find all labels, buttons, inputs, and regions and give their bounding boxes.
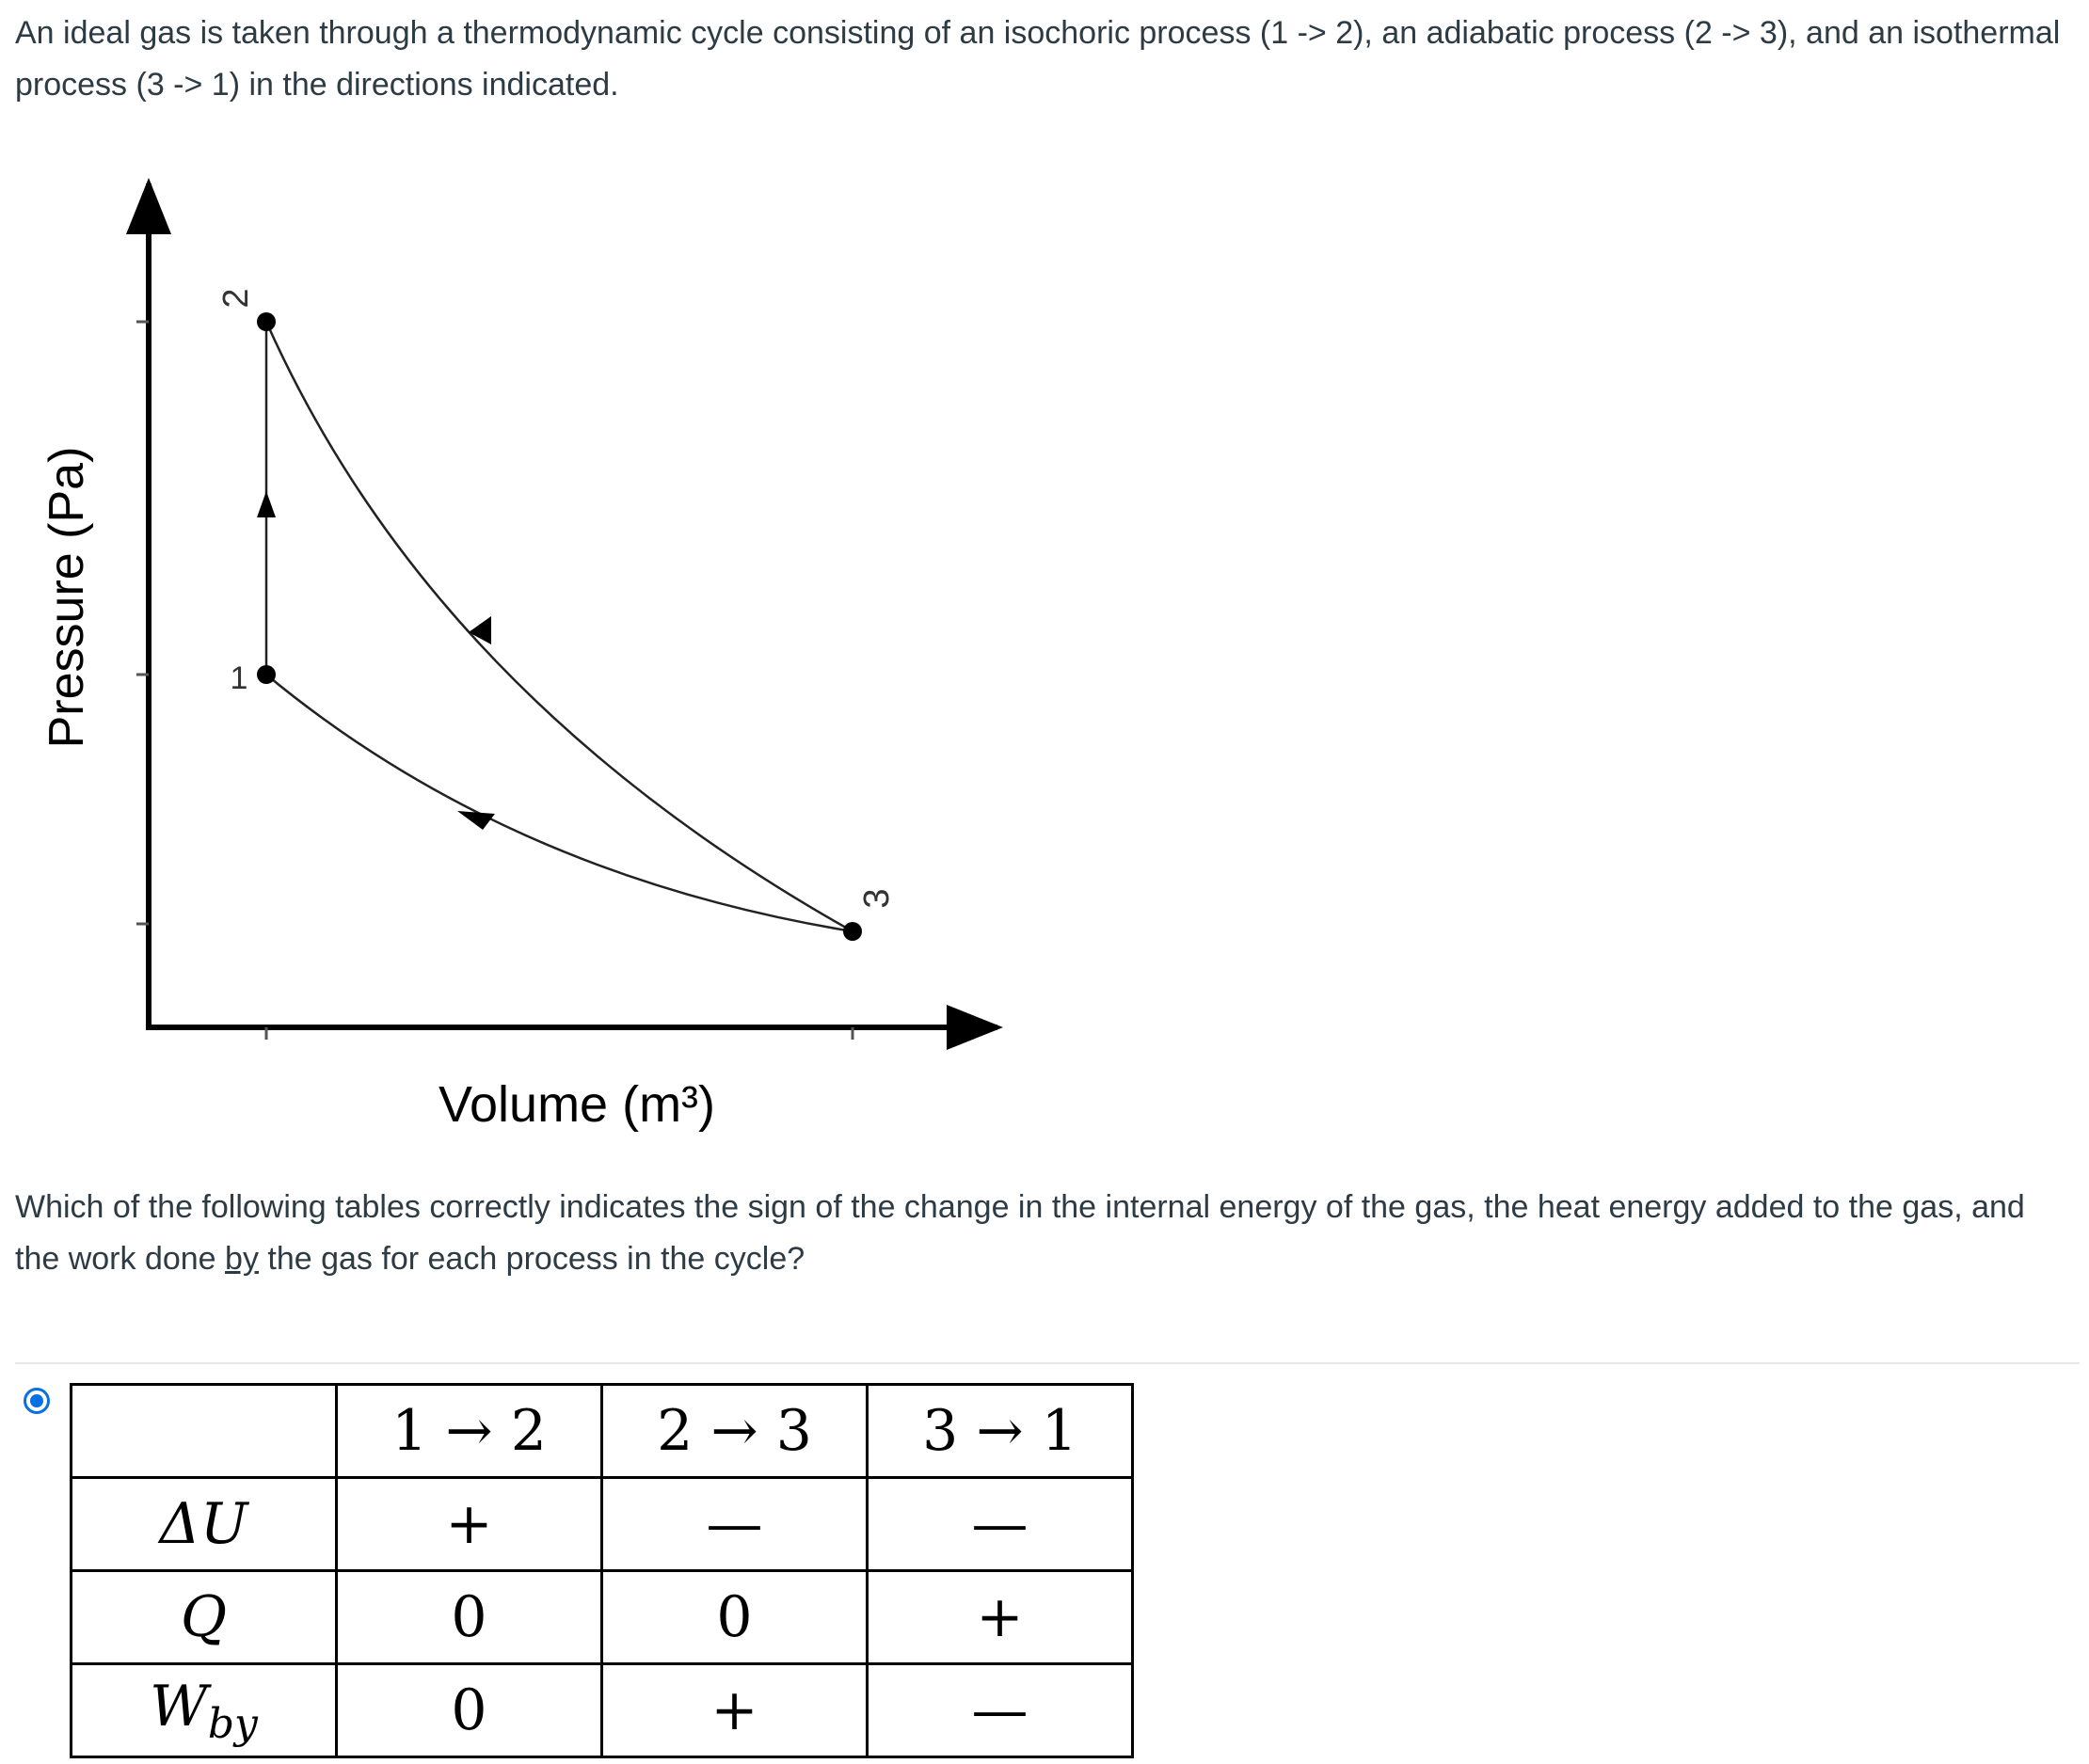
question-prompt-text-end: the gas for each process in the cycle?	[258, 1241, 805, 1277]
table-header-row	[72, 1385, 1133, 1478]
table-cell: —	[602, 1478, 868, 1571]
table-header-cell	[72, 1385, 337, 1478]
table-cell: —	[868, 1664, 1133, 1757]
table-header-cell: 1 → 2	[337, 1385, 602, 1478]
isochoric-direction-arrow	[257, 491, 276, 517]
table-header-cell: 2 → 3	[602, 1385, 868, 1478]
answer-divider	[15, 1362, 2080, 1364]
table-cell: 0	[602, 1571, 868, 1664]
row-label-w-sub: by	[207, 1699, 258, 1748]
question-prompt-emphasis: by	[225, 1241, 259, 1277]
row-label-q: Q	[72, 1571, 337, 1664]
state-point-1	[257, 665, 276, 684]
state-point-2	[257, 312, 276, 331]
y-axis-label: Pressure (Pa)	[40, 446, 94, 749]
state-label-1: 1	[230, 660, 248, 696]
state-label-2: 2	[216, 288, 256, 309]
table-cell: +	[602, 1664, 868, 1757]
table-cell: +	[337, 1478, 602, 1571]
row-label-w-main: W	[150, 1673, 208, 1740]
state-point-3	[843, 922, 862, 941]
row-label-w-by	[72, 1664, 337, 1757]
adiabatic-process-curve	[266, 322, 853, 931]
pv-diagram-svg	[38, 169, 1016, 1167]
table-header-cell: 3 → 1	[868, 1385, 1133, 1478]
isothermal-process-curve	[266, 675, 853, 931]
table-row	[72, 1478, 1133, 1571]
isothermal-direction-arrow	[457, 811, 495, 830]
adiabatic-direction-arrow	[469, 616, 491, 644]
question-intro: An ideal gas is taken through a thermodynamic cycle consisting of an isochoric process (1 -> 2), an adiabatic process (2 -> 3), and an isothermal process (3 -> 1) in the directions indicated.	[15, 15, 2061, 103]
table-cell: 0	[337, 1571, 602, 1664]
table-row	[72, 1571, 1133, 1664]
table-row	[72, 1664, 1133, 1757]
pv-diagram	[38, 169, 1016, 1167]
answer-option-radio[interactable]	[24, 1388, 50, 1414]
table-cell: —	[868, 1478, 1133, 1571]
question-prompt	[15, 1182, 2076, 1285]
row-label-delta-u: ΔU	[72, 1478, 337, 1571]
table-cell: +	[868, 1571, 1133, 1664]
question-prompt-text-start: Which of the following tables correctly indicates the sign of the change in the internal energy of the gas, the heat energy added to the gas, and the work done	[15, 1189, 2025, 1277]
x-axis-label: Volume (m³)	[438, 1076, 716, 1133]
answer-option-table	[70, 1383, 1134, 1758]
state-label-3: 3	[857, 888, 897, 909]
table-cell: 0	[337, 1664, 602, 1757]
